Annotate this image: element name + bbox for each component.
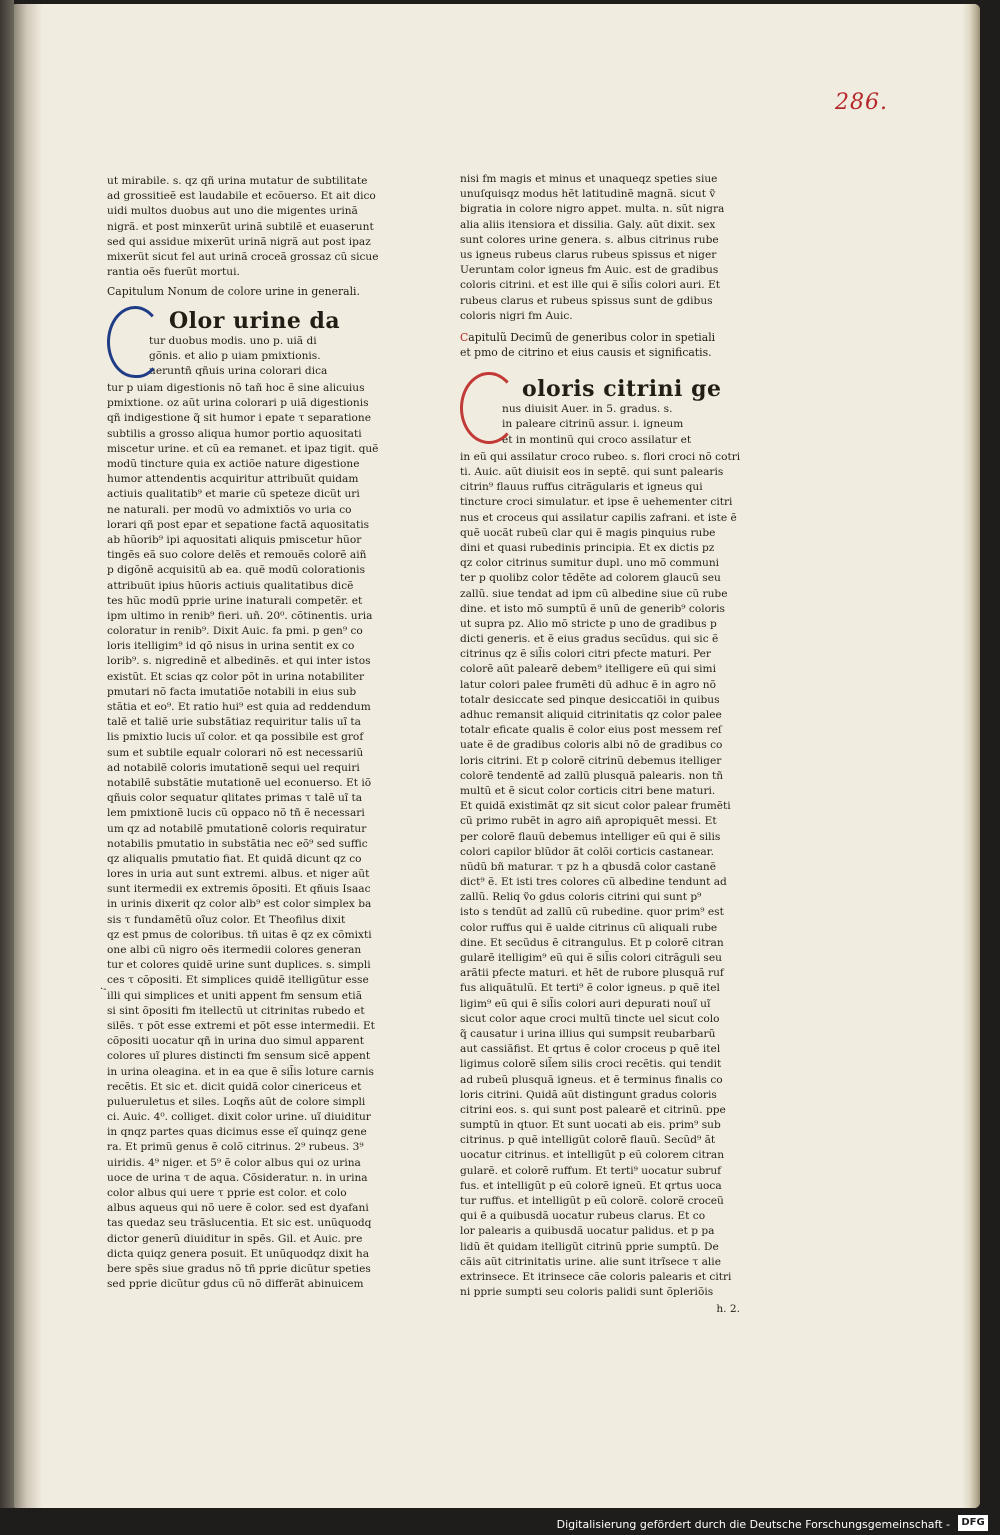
text-line: qz aliqualis pmutatio fiat. Et quidã dicunt qz co bbox=[107, 852, 362, 865]
text-line: lores in uria aut sunt extremi. albus. et niger aũt bbox=[107, 868, 370, 881]
text-line: talẽ et taliẽ urie substãtiaz requiritur talis uĩ ta bbox=[107, 716, 361, 729]
text-line: ces τ cõpositi. Et simplices quidẽ itelligũtur esse bbox=[107, 974, 369, 987]
text-line: albus aqueus qui nõ uere ẽ color. sed est dyafani bbox=[107, 1202, 369, 1215]
text-line: dicta quiqz genera posuit. Et unũquodqz dixit ha bbox=[107, 1247, 370, 1260]
text-line: stãtia et eo⁹. Et ratio hui⁹ est quia ad reddendum bbox=[107, 701, 371, 714]
chapter-nine-opening bbox=[107, 308, 379, 380]
text-line: tur et colores quidẽ urine sunt duplices. s. simpli bbox=[107, 959, 371, 972]
text-line: fus. et intelligũt p eũ colorẽ igneũ. Et qrtus uoca bbox=[460, 1179, 722, 1192]
text-line: loris citrini. Quidã aũt distingunt gradus coloris bbox=[460, 1088, 717, 1101]
text-line: ad grossitieẽ est laudabile et ecõuerso. Et ait dico bbox=[107, 190, 376, 203]
text-line: modũ tincture quia ex actiõe nature digestione bbox=[107, 458, 360, 471]
text-line: ab hũorib⁹ ipi aquositati aliquis pmiscetur hũor bbox=[107, 533, 362, 546]
text-line: lis pmixtio lucis uĩ color. et qa possibile est grof bbox=[107, 731, 364, 744]
text-line: qñ indigestione q̃ sit humor i epate τ separatione bbox=[107, 412, 371, 425]
text-line: gularẽ. et colorẽ ruffum. Et terti⁹ uocatur subruf bbox=[460, 1164, 722, 1177]
chapter-nine-heading-text: Capitulum Nonum de colore urine in generali. bbox=[107, 285, 360, 299]
opening-display-line: oloris citrini ge bbox=[522, 376, 722, 403]
text-line: ni pprie sumpti seu coloris palidi sunt õpleriõis bbox=[460, 1286, 714, 1299]
footer-credit: Digitalisierung gefördert durch die Deutsche Forschungsgemeinschaft - bbox=[556, 1518, 950, 1531]
text-line: ne naturali. per modũ vo admixtiõs vo uria co bbox=[107, 503, 352, 516]
text-line: colores uĩ plures distincti fm sensum sicẽ appent bbox=[107, 1050, 371, 1063]
text-line: dicti generis. et ẽ eius gradus secũdus. qui sic ẽ bbox=[460, 633, 719, 646]
left-body-text bbox=[107, 381, 379, 1292]
text-line: sum et subtile equalr colorari nõ est necessariũ bbox=[107, 746, 364, 759]
text-line: ra. Et primũ genus ẽ colõ citrinus. 2⁹ rubeus. 3⁹ bbox=[107, 1141, 364, 1154]
text-line: ad rubeũ plusquã igneus. et ẽ terminus finalis co bbox=[460, 1073, 723, 1086]
text-line: color ruffus qui ẽ ualde citrinus cũ aliquali rube bbox=[460, 921, 718, 934]
text-line: ut mirabile. s. qz qñ urina mutatur de subtilitate bbox=[107, 175, 368, 187]
text-line: dine. Et secũdus ẽ citrangulus. Et p colorẽ citran bbox=[460, 936, 724, 949]
text-line: recẽtis. Et sic et. dicit quidã color cinericeus et bbox=[107, 1080, 362, 1093]
page-edge-shadow bbox=[962, 4, 980, 1508]
text-line: loris citrini. Et p colorẽ citrinũ debemus itelliger bbox=[460, 754, 722, 767]
text-line: rantia oẽs fuerũt mortui. bbox=[107, 266, 240, 279]
text-line: lem pmixtionẽ lucis cũ oppaco nõ tñ ẽ necessari bbox=[107, 807, 365, 820]
text-line: dine. et isto mõ sumptũ ẽ unũ de generib⁹ coloris bbox=[460, 602, 725, 615]
text-line: uate ẽ de gradibus coloris albi nõ de gradibus co bbox=[460, 739, 723, 752]
text-line: tingẽs eã suo colore delẽs et remouẽs colorẽ aiñ bbox=[107, 549, 367, 562]
text-line: color albus qui uere τ pprie est color. et colo bbox=[107, 1187, 347, 1200]
text-line: cũ primo rubẽt in agro aiñ apropiquẽt messi. Et bbox=[460, 815, 717, 828]
text-line: ci. Auic. 4⁰. colliget. dixit color urine. uĩ diuiditur bbox=[107, 1111, 371, 1124]
text-line: colori capilor blũdor ãt colõi corticis castanear. bbox=[460, 845, 714, 858]
illuminated-initial-c-red bbox=[460, 372, 518, 444]
text-line: sed pprie dicũtur gdus cũ nõ differãt abinuicem bbox=[107, 1278, 364, 1291]
signature-mark: h. 2. bbox=[716, 1303, 740, 1316]
text-line: dini et quasi rubedinis principia. Et ex dictis pz bbox=[460, 541, 715, 554]
chapter-ten-opening bbox=[460, 376, 740, 448]
text-line: notabilis pmutatio in substãtia nec eõ⁹ sed suffic bbox=[107, 837, 368, 850]
text-line: citrinus. p quẽ intelligũt colorẽ flauũ. Secũd⁹ ãt bbox=[460, 1134, 716, 1147]
initial-adjacent-lines bbox=[149, 334, 379, 380]
text-line: in urinis dixerit qz color alb⁹ est color simplex ba bbox=[107, 898, 372, 911]
text-line: sis τ fundamẽtũ oĩuz color. Et Theofilus dixit bbox=[107, 913, 346, 926]
text-line: coloratur in renib⁹. Dixit Auic. fa pmi. p gen⁹ co bbox=[107, 625, 363, 638]
text-line: si sint õpositi fm itellectũ ut citrinitas rubedo et bbox=[107, 1004, 365, 1017]
text-line: uiridis. 4⁹ niger. et 5⁹ ẽ color albus qui oz urina bbox=[107, 1156, 361, 1169]
text-line: silẽs. τ põt esse extremi et põt esse intermedii. Et bbox=[107, 1019, 375, 1032]
text-line: bere spẽs siue gradus nõ tñ pprie dicũtur speties bbox=[107, 1262, 371, 1275]
text-line: quẽ uocãt rubeũ clar qui ẽ magis pinquius rube bbox=[460, 526, 716, 539]
text-line: multũ et ẽ sicut color corticis citri bene maturi. bbox=[460, 784, 716, 797]
text-line: ueruntñ qñuis urina colorari dica bbox=[149, 364, 328, 377]
folio-number: 286. bbox=[835, 90, 888, 115]
text-line: us igneus rubeus clarus rubeus spissus et niger bbox=[460, 248, 717, 261]
text-line: q̃ causatur i urina illius qui sumpsit reubarbarũ bbox=[460, 1027, 716, 1040]
text-line: per colorẽ flauũ debemus intelliger eũ qui ẽ silis bbox=[460, 830, 721, 843]
text-line: dictor generũ diuiditur in spẽs. Gil. et Auic. pre bbox=[107, 1232, 363, 1245]
illuminated-initial-c-blue bbox=[107, 306, 163, 378]
text-line: zallũ. Reliq ṽo gdus coloris citrini qui sunt p⁹ bbox=[460, 891, 702, 904]
text-line: tur duobus modis. uno p. uiã di bbox=[149, 334, 317, 347]
text-line: sed qui assidue mixerũt urinã nigrã aut post ipaz bbox=[107, 235, 371, 248]
text-line: ti. Auic. aũt diuisit eos in septẽ. qui sunt palearis bbox=[460, 466, 724, 478]
margin-mark: ·- bbox=[100, 984, 107, 995]
text-line: nus et croceus qui assilatur capilis zafrani. et iste ẽ bbox=[460, 511, 737, 524]
text-line: sicut color aque croci multũ tincte uel sicut colo bbox=[460, 1012, 720, 1025]
text-line: citrin⁹ flauus ruffus citrãgularis et igneus qui bbox=[460, 481, 703, 494]
text-line: qz est pmus de coloribus. tñ uitas ẽ qz ex cõmixti bbox=[107, 928, 372, 941]
text-line: tas quedaz seu trãslucentia. Et sic est. unũquodq bbox=[107, 1217, 372, 1230]
dfg-logo: DFG bbox=[958, 1515, 988, 1531]
chapter-ten-heading-line: et pmo de citrino et eius causis et significatis. bbox=[460, 346, 712, 360]
text-line: citrinus qz ẽ sil̃is colori citri pfecte maturi. Per bbox=[460, 648, 711, 661]
text-line: ter p quolibz color tẽdẽte ad colorem glaucũ seu bbox=[460, 572, 721, 585]
text-line: qñuis color sequatur qlitates primas τ talẽ uĩ ta bbox=[107, 792, 363, 805]
text-line: miscetur urine. et cũ ea remanet. et ipaz tigit. quẽ bbox=[107, 442, 379, 455]
text-line: arãtii pfecte maturi. et hẽt de rubore plusquã ruf bbox=[460, 967, 724, 980]
text-line: tes hũc modũ pprie urine inaturali competẽr. et bbox=[107, 594, 363, 607]
text-line: in urina oleagina. et in ea que ẽ sil̃is loture carnis bbox=[107, 1065, 374, 1078]
text-line: lidũ ẽt quidam itelligũt citrinũ pprie sumptũ. De bbox=[460, 1240, 719, 1253]
text-line: ligimus colorẽ sil̃em silis croci recẽtis. qui tendit bbox=[460, 1058, 722, 1071]
text-line: totalr desiccate sed pinque desiccatiõi in quibus bbox=[460, 693, 720, 706]
text-line: actiuis qualitatib⁹ et marie cũ speteze dicũt uri bbox=[107, 488, 360, 501]
text-line: alia aliis itensiora et dissilia. Galy. aũt dixit. sex bbox=[460, 218, 716, 231]
text-line: nũdũ bñ maturar. τ pz h a qbusdã color castanẽ bbox=[460, 860, 717, 873]
text-line: one albi cũ nigro oẽs itermedii colores generan bbox=[107, 944, 362, 957]
chapter-nine-heading bbox=[107, 284, 379, 299]
text-line: Et quidã existimãt qz sit sicut color palear frumẽti bbox=[460, 800, 731, 813]
text-line: cõpositi uocatur qñ in urina duo simul apparent bbox=[107, 1035, 365, 1048]
text-line: latur colori palee frumẽti dũ adhuc ẽ in agro nõ bbox=[460, 678, 716, 691]
text-line: notabilẽ substãtie mutationẽ uel econuerso. Et iõ bbox=[107, 776, 372, 789]
text-line: lorari qñ post epar et sepatione factã aquositatis bbox=[107, 518, 370, 531]
text-line: lorib⁹. s. nigredinẽ et albedinẽs. et qui inter istos bbox=[107, 655, 371, 668]
left-intro-paragraph bbox=[107, 174, 379, 280]
text-line: nus diuisit Auer. in 5. gradus. s. bbox=[502, 403, 673, 416]
opening-display-line: Olor urine da bbox=[169, 307, 341, 334]
text-line: zallũ. siue tendat ad ipm cũ albedine siue cũ rube bbox=[460, 587, 728, 600]
text-line: nigrã. et post minxerũt urinã subtilẽ et euaserunt bbox=[107, 220, 374, 233]
text-line: colorẽ tendentẽ ad zallũ plusquã palearis. non tñ bbox=[460, 769, 724, 782]
initial-adjacent-lines bbox=[502, 402, 740, 448]
text-line: sunt itermedii ex extremis õpositi. Et qñuis Isaac bbox=[107, 883, 371, 896]
text-line: existũt. Et scias qz color põt in urina notabiliter bbox=[107, 670, 365, 683]
text-line: illi qui simplices et uniti appent fm sensum etiã bbox=[107, 989, 363, 1002]
text-line: nisi fm magis et minus et unaqueqz speties siue bbox=[460, 173, 718, 185]
text-line: unuſquisqz modus hẽt latitudinẽ magnã. sicut ṽ bbox=[460, 188, 716, 201]
right-column bbox=[460, 172, 740, 1318]
text-line: fus aliquãtulũ. Et terti⁹ ẽ color igneus. p quẽ itel bbox=[460, 982, 720, 995]
text-line: isto s tendũt ad zallũ cũ rubedine. quor prim⁹ est bbox=[460, 906, 724, 919]
text-line: coloris citrini. et est ille qui ẽ sil̃is colori auri. Et bbox=[460, 279, 720, 292]
text-line: ut supra pz. Alio mõ stricte p uno de gradibus p bbox=[460, 617, 717, 630]
text-line: pmutari nõ facta imutatiõe notabili in eius sub bbox=[107, 685, 357, 698]
text-line: tincture croci simulatur. et ipse ẽ uehementer citri bbox=[460, 496, 733, 509]
text-line: tur ruffus. et intelligũt p eũ colorẽ. colorẽ croceũ bbox=[460, 1195, 724, 1207]
text-line: uocatur citrinus. et intelligũt p eũ colorem citran bbox=[460, 1149, 725, 1162]
text-line: in eũ qui assilatur croco rubeo. s. flori croci nõ cotri bbox=[460, 450, 740, 463]
text-line: humor attendentis acquiritur attribuũt quidam bbox=[107, 473, 359, 486]
text-line: rubeus clarus et rubeus spissus sunt de gdibus bbox=[460, 294, 713, 307]
text-line: tur p uiam digestionis nõ tañ hoc ẽ sine alicuius bbox=[107, 382, 365, 395]
text-line: dict⁹ ẽ. Et isti tres colores cũ albedine tendunt ad bbox=[460, 876, 727, 889]
text-line: subtilis a grosso aliqua humor portio aquositati bbox=[107, 427, 362, 440]
text-line: sumptũ in qtuor. Et sunt uocati ab eis. prim⁹ sub bbox=[460, 1119, 721, 1132]
text-line: sunt colores urine genera. s. albus citrinus rube bbox=[460, 233, 719, 246]
text-line: in qnqz partes quas dicimus esse eĩ quinqz gene bbox=[107, 1126, 367, 1139]
text-line: adhuc remansit aliquid citrinitatis qz color palee bbox=[460, 709, 722, 721]
text-line: Ueruntam color igneus fm Auic. est de gradibus bbox=[460, 264, 719, 277]
text-line: aut cassiãfist. Et qrtus ẽ color croceus p quẽ itel bbox=[460, 1043, 721, 1056]
binding-shadow bbox=[14, 4, 42, 1508]
text-line: cãis aũt citrinitatis urine. alie sunt itrĩsece τ alie bbox=[460, 1255, 721, 1268]
chapter-ten-heading-line: Capitulũ Decimũ de generibus color in spetiali bbox=[460, 330, 716, 344]
text-line: totalr eficate qualis ẽ color eius post messem reſ bbox=[460, 724, 722, 737]
text-line: qui ẽ a quibusdã uocatur rubeus clarus. Et co bbox=[460, 1210, 706, 1223]
text-line: extrinsece. Et itrinsece cãe coloris palearis et citri bbox=[460, 1270, 732, 1283]
text-line: uidi multos duobus aut uno die migentes urinã bbox=[107, 205, 358, 218]
text-line: coloris nigri fm Auic. bbox=[460, 309, 573, 322]
text-line: citrini eos. s. qui sunt post palearẽ et citrinũ. ppe bbox=[460, 1103, 726, 1116]
text-line: et in montinũ qui croco assilatur et bbox=[502, 433, 692, 446]
right-body-text bbox=[460, 450, 740, 1301]
text-line: colorẽ aũt palearẽ debem⁹ itelligere eũ qui simi bbox=[460, 663, 716, 676]
text-line: attribuũt ipius hũoris actiuis qualitatibus dicẽ bbox=[107, 579, 354, 592]
adjacent-page-edge bbox=[0, 0, 14, 1508]
text-line: loris itelligim⁹ id qõ nisus in urina sentit ex co bbox=[107, 640, 355, 653]
text-line: gõnis. et alio p uiam pmixtionis. bbox=[149, 349, 321, 362]
text-line: qz color citrinus sumitur dupl. uno mõ communi bbox=[460, 557, 720, 570]
text-line: um qz ad notabilẽ pmutationẽ coloris requiratur bbox=[107, 822, 367, 835]
text-line: p digõnẽ acquisitũ ab ea. quẽ modũ colorationis bbox=[107, 564, 366, 577]
text-line: pulueruletus et siles. Loqñs aũt de colore simpli bbox=[107, 1095, 366, 1108]
text-line: ipm ultimo in renib⁹ fieri. uñ. 20⁰. cõtinentis. uria bbox=[107, 609, 373, 622]
text-line: lor palearis a quibusdã uocatur palidus. et p pa bbox=[460, 1225, 715, 1238]
text-line: bigratia in colore nigro appet. multa. n. sũt nigra bbox=[460, 203, 725, 216]
text-line: mixerũt sicut fel aut urinã croceã grossaz cũ sicue bbox=[107, 250, 379, 263]
left-column bbox=[107, 174, 379, 1292]
text-line: gularẽ itelligim⁹ eũ qui ẽ sil̃is colori citrãguli seu bbox=[460, 952, 722, 964]
text-line: ad notabilẽ coloris imutationẽ sequi uel requiri bbox=[107, 761, 360, 774]
text-line: in paleare citrinũ assur. i. igneum bbox=[502, 418, 684, 431]
text-line: ligim⁹ eũ qui ẽ sil̃is colori auri depurati nouĩ uĩ bbox=[460, 997, 711, 1010]
right-intro-paragraph bbox=[460, 172, 740, 324]
text-line: pmixtione. oz aũt urina colorari p uiã digestionis bbox=[107, 397, 369, 410]
chapter-ten-heading bbox=[460, 330, 740, 360]
text-line: uoce de urina τ de aqua. Cõsideratur. n. in urina bbox=[107, 1171, 368, 1184]
